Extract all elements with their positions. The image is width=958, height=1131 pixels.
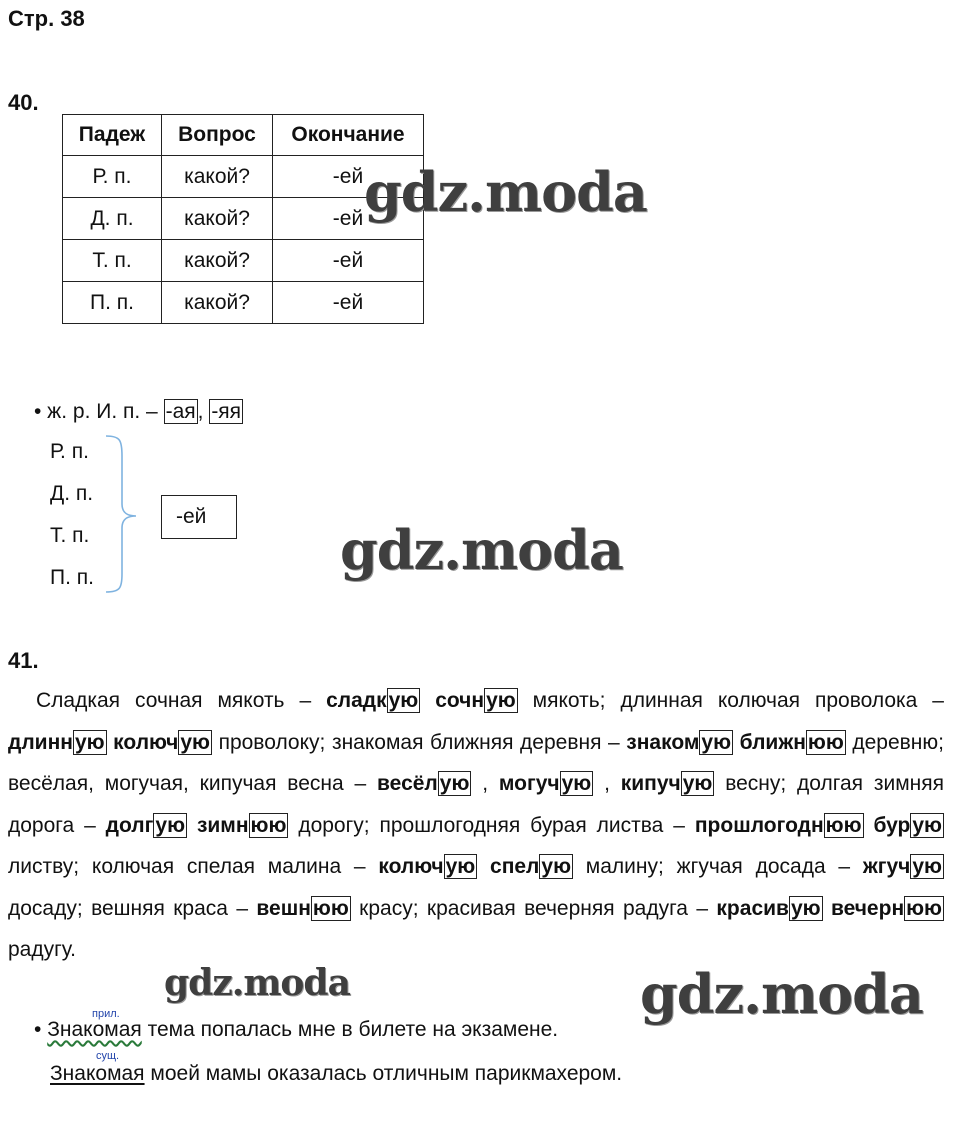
ending-yaya-box: -яя — [211, 400, 242, 423]
text-segment: проволоку; знакомая ближняя деревня – — [212, 730, 627, 754]
cell-ending: -ей — [273, 282, 424, 324]
table-header-row — [63, 115, 424, 156]
boxed-ending: ую — [486, 689, 516, 712]
feminine-prefix: • ж. р. И. п. – — [34, 400, 158, 423]
cell-question: какой? — [162, 282, 273, 324]
cell-question: какой? — [162, 240, 273, 282]
sentence-2 — [50, 1062, 622, 1086]
word-stem: прошлогодн — [694, 813, 824, 837]
case-label-instrumental: Т. п. — [50, 524, 90, 547]
watermark: gdz.moda — [164, 962, 350, 1004]
word-stem: колюч — [113, 730, 179, 754]
case-label-prepositional: П. п. — [50, 566, 94, 589]
boxed-ending: ую — [541, 855, 572, 878]
cell-case: Р. п. — [63, 156, 162, 198]
boxed-ending: юю — [807, 730, 844, 754]
boxed-ending: ую — [445, 855, 476, 878]
word-stem: красив — [716, 896, 789, 920]
word-stem: долг — [105, 813, 154, 837]
text-segment: весну; долгая зимняя дорога – — [8, 772, 945, 837]
page-label: Стр. 38 — [8, 6, 85, 31]
header-ending: Окончание — [273, 115, 424, 156]
word-stem: колюч — [378, 855, 444, 878]
boxed-ending: юю — [906, 896, 942, 920]
feminine-nominative-line — [34, 400, 243, 424]
cell-ending: -ей — [273, 156, 424, 198]
sentence-1-subject: Знакомая — [47, 1018, 142, 1041]
exercise-40-number: 40. — [8, 90, 39, 115]
boxed-ending: ую — [912, 813, 942, 837]
word-stem: весёл — [377, 772, 438, 795]
ending-aya-box: -ая — [165, 400, 196, 423]
bullet: • — [34, 1018, 42, 1041]
word-stem: вечерн — [830, 896, 905, 920]
boxed-ending: ую — [388, 689, 419, 712]
text-segment: малину; жгучая досада – — [573, 855, 863, 878]
word-stem: спел — [490, 855, 540, 878]
boxed-ending: ую — [912, 855, 942, 878]
exercise-41-number: 41. — [8, 648, 39, 673]
word-stem: ближн — [739, 730, 806, 754]
word-stem: бур — [873, 813, 911, 837]
text-segment: досаду; вешняя краса – — [8, 896, 257, 920]
text-segment — [477, 855, 490, 878]
text-segment: Сладкая сочная мякоть – — [36, 689, 327, 712]
cell-case: П. п. — [63, 282, 162, 324]
cell-question: какой? — [162, 198, 273, 240]
text-segment — [864, 814, 874, 837]
ending-separator: , — [197, 400, 204, 423]
table-row — [63, 282, 424, 324]
text-segment: красу; красивая вечерняя радуга – — [350, 896, 717, 920]
watermark: gdz.moda — [364, 160, 647, 224]
word-stem: жгуч — [862, 855, 911, 878]
watermark: gdz.moda — [340, 518, 623, 582]
sentence-1 — [34, 1018, 558, 1042]
boxed-ending: ую — [74, 730, 105, 754]
common-ending-box: -ей — [161, 495, 237, 539]
text-segment — [187, 814, 197, 837]
word-stem: знаком — [626, 730, 700, 754]
noun-tag: сущ. — [96, 1050, 120, 1062]
text-segment: листву; колючая спелая малина – — [8, 855, 379, 878]
text-segment: деревню; весёлая, могучая, кипучая весна – — [8, 730, 944, 795]
word-stem: могуч — [498, 772, 560, 795]
text-segment: мякоть; длинная колючая проволока – — [517, 689, 944, 712]
sentence-1-rest: тема попалась мне в билете на экзамене. — [141, 1018, 559, 1041]
cell-case: Д. п. — [63, 198, 162, 240]
exercise-41-paragraph — [8, 680, 944, 971]
boxed-ending: юю — [825, 813, 862, 837]
boxed-ending: ую — [682, 772, 713, 795]
cell-ending: -ей — [273, 240, 424, 282]
word-stem: кипуч — [620, 772, 681, 795]
text-segment — [733, 731, 740, 754]
table-row — [63, 240, 424, 282]
cell-case: Т. п. — [63, 240, 162, 282]
boxed-ending: ую — [155, 813, 186, 837]
boxed-ending: ую — [561, 772, 592, 795]
word-stem: длинн — [8, 730, 73, 754]
case-label-dative: Д. п. — [50, 482, 94, 505]
text-segment: , — [593, 772, 621, 795]
sentence-2-rest: моей мамы оказалась отличным парикмахером. — [144, 1062, 623, 1085]
sentence-2-subject: Знакомая — [50, 1062, 145, 1085]
header-question: Вопрос — [162, 115, 273, 156]
text-segment: , — [471, 772, 499, 795]
word-stem: зимн — [196, 813, 249, 837]
header-case: Падеж — [63, 115, 162, 156]
word-stem: сладк — [326, 689, 387, 712]
boxed-ending: ую — [701, 730, 732, 754]
case-label-genitive: Р. п. — [50, 440, 89, 463]
watermark: gdz.moda — [640, 962, 923, 1026]
text-segment — [823, 897, 831, 920]
boxed-ending: юю — [312, 896, 349, 920]
text-segment — [420, 689, 435, 712]
adjective-tag: прил. — [92, 1008, 120, 1020]
boxed-ending: ую — [180, 730, 210, 754]
boxed-ending: юю — [250, 813, 287, 837]
cell-question: какой? — [162, 156, 273, 198]
text-segment: дорогу; прошлогодняя бурая листва – — [288, 813, 695, 837]
grouping-brace — [104, 434, 144, 594]
boxed-ending: ую — [790, 896, 821, 920]
word-stem: сочн — [435, 689, 485, 712]
text-segment: радугу. — [8, 938, 77, 961]
word-stem: вешн — [256, 896, 311, 920]
boxed-ending: ую — [439, 772, 470, 795]
cell-ending: -ей — [273, 198, 424, 240]
